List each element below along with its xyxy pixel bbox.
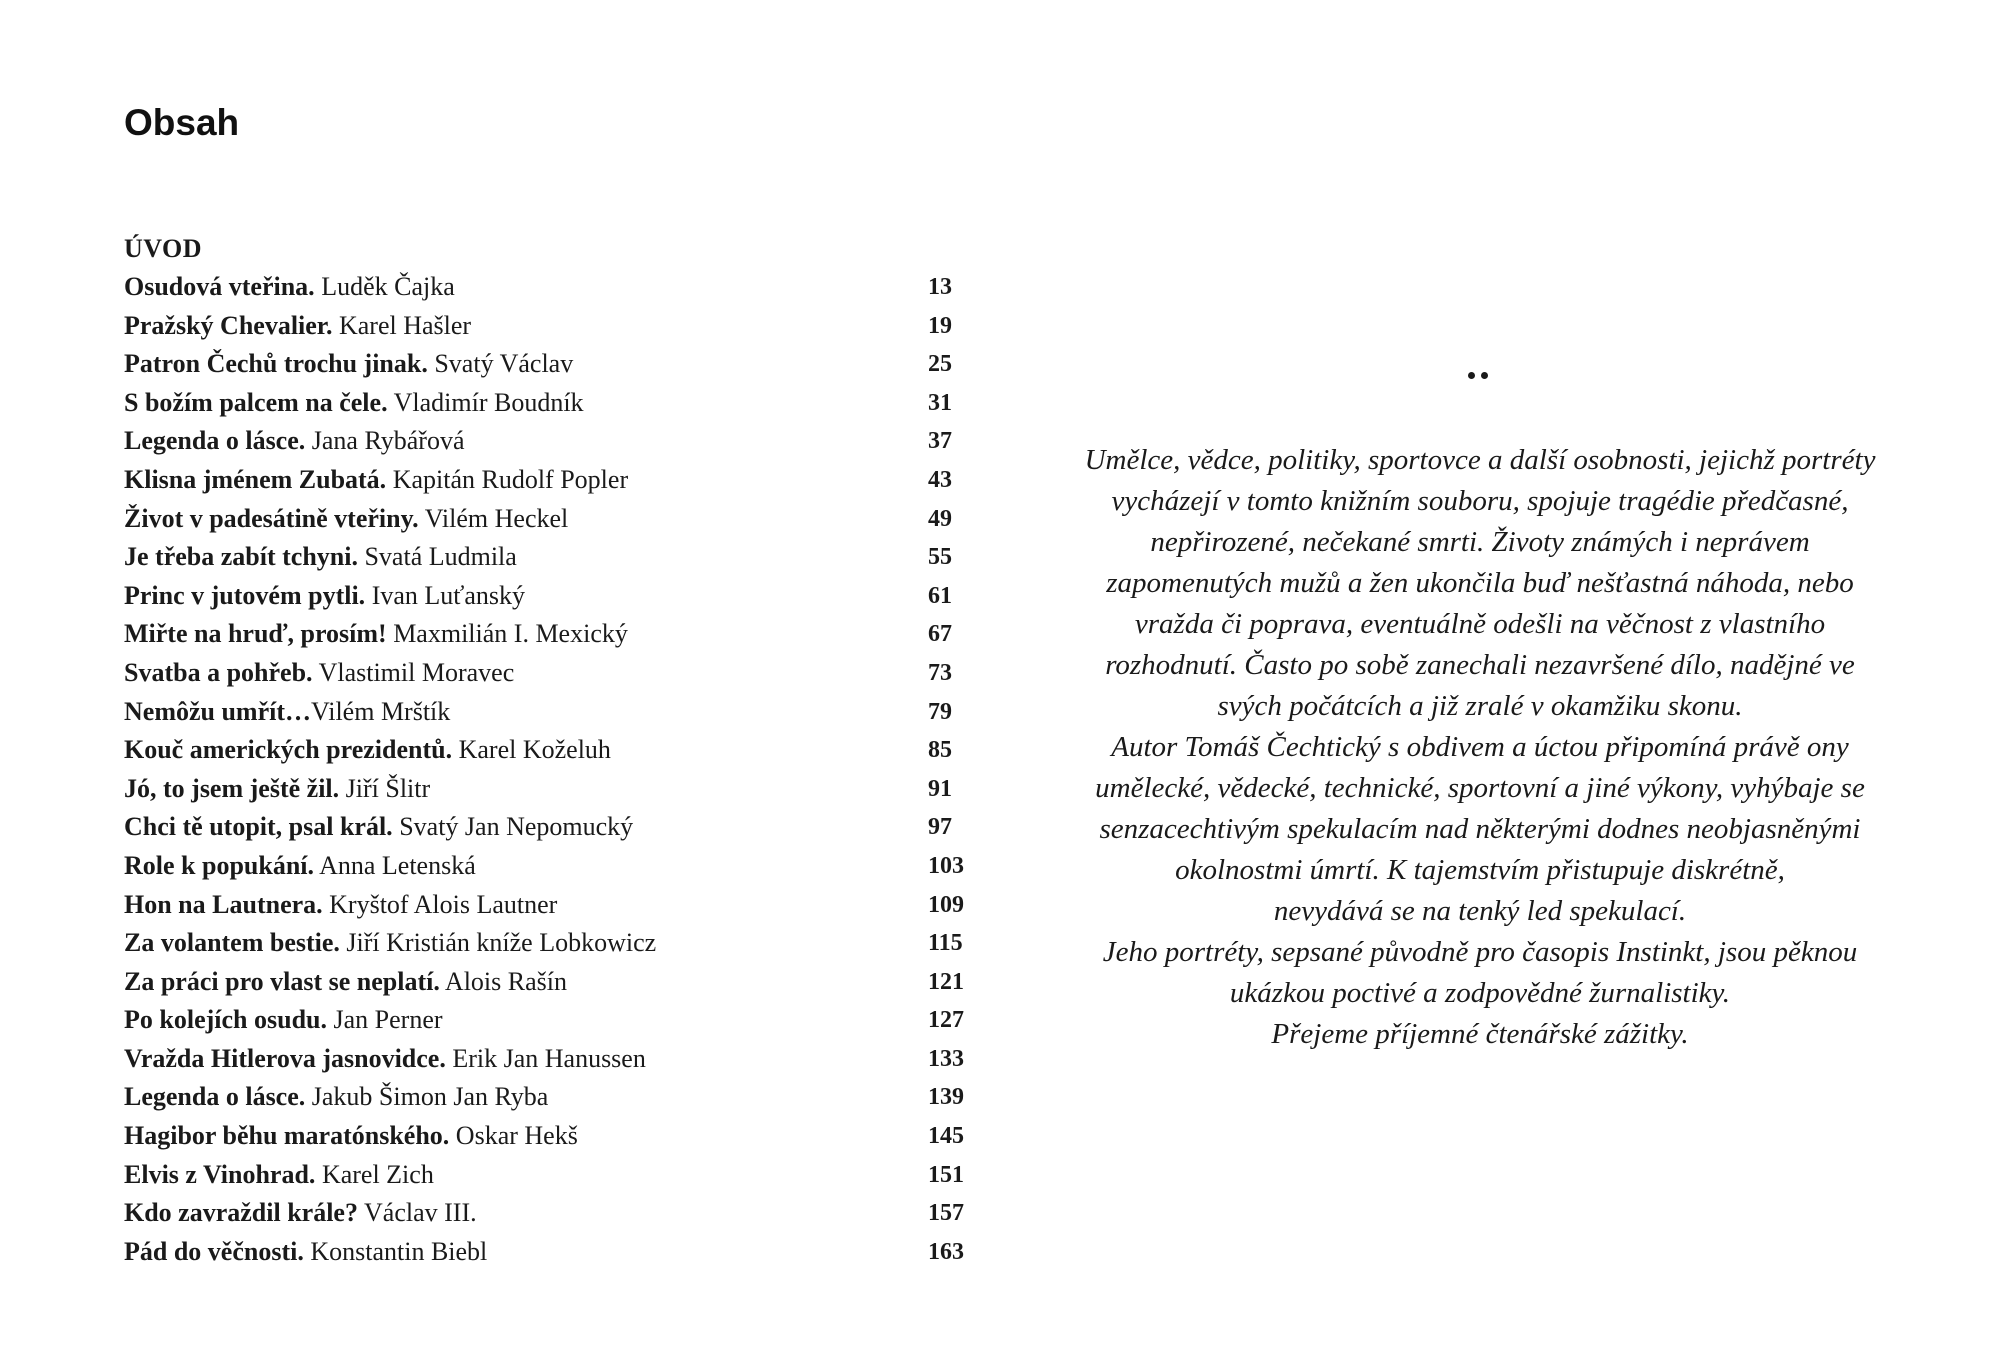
toc-entry [124,1040,984,1079]
toc-entry [124,500,984,539]
toc-entry [124,384,984,423]
toc-entry-author: Erik Jan Hanussen [445,1043,646,1073]
toc-entry-page-number: 151 [928,1161,964,1188]
toc-entry-author: Kryštof Alois Lautner [322,889,558,919]
toc-entry [124,847,984,886]
book-blurb [1070,440,1890,1055]
toc-entry-title: Role k popukání. [124,850,315,880]
toc-entry-page-number: 91 [928,775,952,802]
toc-entry-title: Za práci pro vlast se neplatí. [124,966,440,996]
toc-entry-page-number: 115 [928,930,963,957]
toc-entry-page-number: 97 [928,814,952,841]
toc-entry-author: Jakub Šimon Jan Ryba [305,1082,549,1112]
page-title: Obsah [124,102,240,143]
toc-entry-author: Jiří Kristián kníže Lobkowicz [339,928,657,958]
toc-entry [124,693,984,732]
toc-entry-title: Pád do věčnosti. [124,1236,304,1266]
toc-entry-page-number: 25 [928,351,952,378]
toc-entry-title: S božím palcem na čele. [124,387,388,417]
toc-entry-page-number: 79 [928,698,952,725]
ornament-dots [1458,360,1498,390]
toc-entry [124,924,984,963]
toc-entry [124,422,984,461]
blurb-line: Autor Tomáš Čechtický s obdivem a úctou připomíná právě ony [1111,731,1849,763]
toc-entry-page-number: 43 [928,466,952,493]
toc-entry-title: Miřte na hruď, prosím! [124,619,387,649]
blurb-line: rozhodnutí. Často po sobě zanechali nezavršené dílo, nadějné ve [1105,649,1855,681]
toc-entry-title: Hagibor běhu maratónského. [124,1121,450,1151]
toc-entry-author: Karel Hašler [332,310,472,340]
toc-list [124,268,984,1271]
section-heading: ÚVOD [124,234,203,263]
toc-entry-page-number: 145 [928,1123,964,1150]
toc-entry-author: Jan Perner [327,1005,443,1035]
blurb-line: okolnostmi úmrtí. K tajemstvím přistupuje diskrétně, [1175,854,1785,886]
toc-entry-page-number: 85 [928,737,952,764]
toc-entry-author: Vladimír Boudník [387,387,584,417]
table-of-contents [124,230,984,1271]
toc-entry-author: Maxmilián I. Mexický [386,619,628,649]
toc-entry-title: Hon na Lautnera. [124,889,323,919]
toc-entry-page-number: 37 [928,428,952,455]
toc-entry-title: Chci tě utopit, psal král. [124,812,393,842]
toc-entry-author: Ivan Luťanský [365,580,526,610]
toc-entry-author: Jana Rybářová [305,426,465,456]
toc-entry-page-number: 19 [928,312,952,339]
toc-entry-title: Je třeba zabít tchyni. [124,542,358,572]
toc-entry-title: Vražda Hitlerova jasnovidce. [124,1043,446,1073]
toc-entry-page-number: 109 [928,891,964,918]
toc-entry [124,1233,984,1272]
toc-entry [124,577,984,616]
toc-entry-page-number: 163 [928,1238,964,1265]
toc-entry-author: Alois Rašín [439,966,567,996]
toc-entry-title: Osudová vteřina. [124,272,315,301]
toc-entry-author: Svatý Jan Nepomucký [392,812,634,842]
blurb-line: vycházejí v tomto knižním souboru, spojuje tragédie předčasné, [1111,485,1849,517]
toc-entry [124,731,984,770]
toc-entry-title: Kdo zavraždil krále? [124,1198,358,1228]
toc-entry-title: Jó, to jsem ještě žil. [124,773,340,803]
blurb-line: nevydává se na tenký led spekulací. [1273,895,1687,927]
toc-entry [124,1194,984,1233]
toc-entry-title: Kouč amerických prezidentů. [124,735,453,765]
toc-entry [124,1117,984,1156]
toc-entry-title: Svatba a pohřeb. [124,657,313,687]
toc-entry [124,307,984,346]
toc-entry-title: Klisna jménem Zubatá. [124,464,387,494]
toc-entry [124,770,984,809]
ornament-dot [1481,372,1488,379]
ornament-dot [1468,372,1475,379]
toc-entry-page-number: 31 [928,389,952,416]
toc-entry-page-number: 133 [928,1045,964,1072]
toc-entry-author: Luděk Čajka [314,272,455,301]
toc-entry-author: Vilém Mrštík [311,696,451,726]
toc-entry [124,1156,984,1195]
toc-entry-title: Po kolejích osudu. [124,1005,327,1035]
blurb-line: zapomenutých mužů a žen ukončila buď nešťastná náhoda, nebo [1106,567,1854,599]
blurb-line: umělecké, vědecké, technické, sportovní a jiné výkony, vyhýbaje se [1095,772,1865,804]
toc-entry [124,1078,984,1117]
toc-entry-author: Svatá Ludmila [357,542,517,572]
toc-entry-title: Pražský Chevalier. [124,310,333,340]
blurb-line: Jeho portréty, sepsané původně pro časopis Instinkt, jsou pěknou [1102,936,1858,968]
toc-entry-title: Elvis z Vinohrad. [124,1159,316,1189]
toc-entry-title: Život v padesátině vteřiny. [124,503,419,533]
toc-entry [124,538,984,577]
toc-entry-page-number: 121 [928,968,964,995]
toc-entry-author: Oskar Hekš [449,1121,578,1151]
toc-entry-title: Patron Čechů trochu jinak. [124,349,428,379]
blurb-line: Přejeme příjemné čtenářské zážitky. [1271,1018,1689,1050]
toc-entry-page-number: 67 [928,621,952,648]
toc-entry [124,1001,984,1040]
toc-entry-author: Václav III. [357,1198,477,1228]
toc-entry-title: Legenda o lásce. [124,1082,306,1112]
toc-entry-title: Za volantem bestie. [124,928,340,958]
toc-entry-page-number: 49 [928,505,952,532]
blurb-line: vražda či poprava, eventuálně odešli na věčnost z vlastního [1134,608,1826,640]
toc-entry [124,963,984,1002]
toc-entry-page-number: 103 [928,852,964,879]
toc-entry-page-number: 73 [928,659,952,686]
blurb-line: svých počátcích a již zralé v okamžiku skonu. [1217,690,1743,722]
toc-entry-page-number: 13 [928,274,952,300]
toc-entry-author: Anna Letenská [314,850,476,880]
toc-entry [124,808,984,847]
toc-entry-page-number: 127 [928,1007,964,1034]
toc-entry-page-number: 157 [928,1200,964,1227]
toc-entry [124,886,984,925]
toc-entry [124,345,984,384]
toc-entry-author: Svatý Václav [427,349,574,379]
blurb-line: nepřirozené, nečekané smrti. Životy známých i neprávem [1150,526,1810,558]
toc-entry [124,461,984,500]
toc-entry-author: Vilém Heckel [418,503,569,533]
toc-entry-title: Nemôžu umřít… [124,696,312,726]
toc-entry-author: Vlastimil Moravec [312,657,515,687]
toc-entry-page-number: 55 [928,544,952,571]
toc-entry [124,268,984,307]
blurb-line: Umělce, vědce, politiky, sportovce a další osobnosti, jejichž portréty [1084,444,1876,476]
blurb-line: ukázkou poctivé a zodpovědné žurnalistiky. [1229,977,1731,1009]
toc-entry-title: Princ v jutovém pytli. [124,580,366,610]
toc-entry-author: Jiří Šlitr [339,773,431,803]
toc-entry-author: Karel Koželuh [452,735,611,765]
toc-entry-author: Karel Zich [315,1159,434,1189]
toc-entry-author: Kapitán Rudolf Popler [386,464,629,494]
toc-entry-title: Legenda o lásce. [124,426,306,456]
toc-entry [124,654,984,693]
toc-entry-page-number: 61 [928,582,952,609]
toc-entry-page-number: 139 [928,1084,964,1111]
toc-entry [124,615,984,654]
blurb-line: senzacechtivým spekulacím nad některými dodnes neobjasněnými [1099,813,1861,845]
toc-entry-author: Konstantin Biebl [303,1236,488,1266]
